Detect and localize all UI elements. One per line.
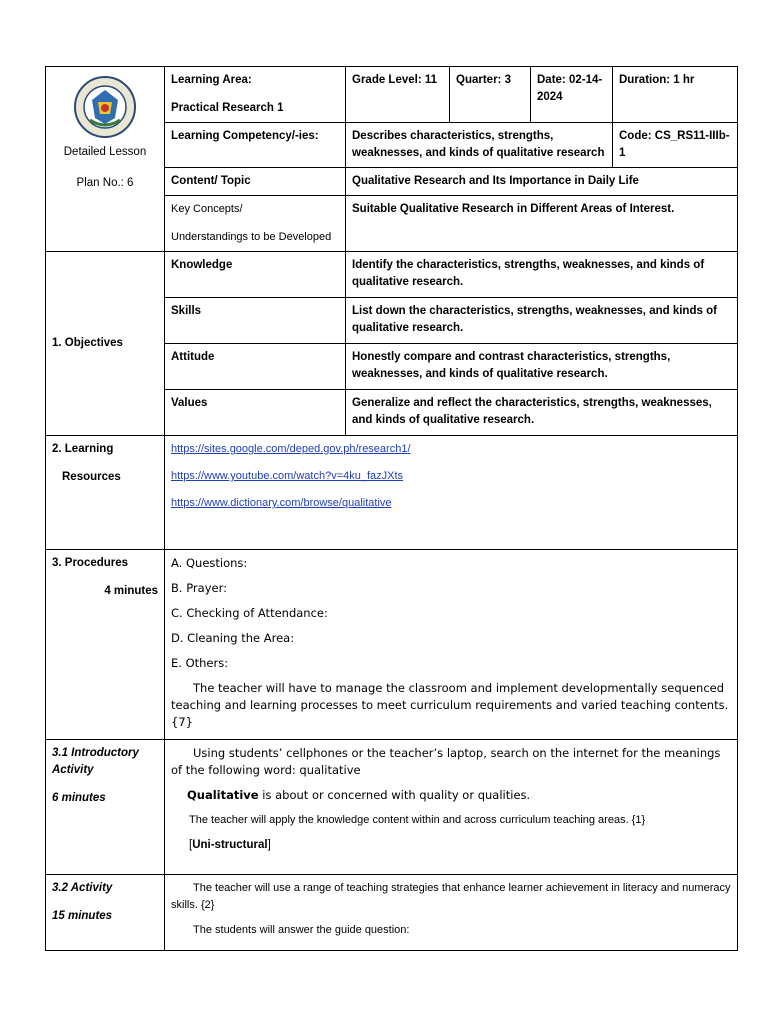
procedure-item: E. Others: [171, 656, 229, 670]
activity-content [165, 875, 738, 951]
key-concepts-value: Suitable Qualitative Research in Different Areas of Interest. [346, 196, 738, 252]
procedure-item: C. Checking of Attendance: [171, 606, 328, 620]
school-seal-icon [74, 76, 136, 138]
intro-apply: The teacher will apply the knowledge content within and across curriculum teaching areas. {1} [189, 814, 646, 826]
objective-attitude-label: Attitude [165, 344, 346, 390]
intro-time: 6 minutes [52, 792, 106, 804]
objective-skills-value: List down the characteristics, strengths, weaknesses, and kinds of qualitative research. [346, 298, 738, 344]
procedures-content [165, 550, 738, 740]
key-concepts-label [165, 196, 346, 252]
procedure-item: D. Cleaning the Area: [171, 631, 295, 645]
intro-label-cell [46, 740, 165, 875]
plan-title: Detailed Lesson [63, 146, 147, 158]
resource-link-deped[interactable]: https://sites.google.com/deped.gov.ph/research1/ [171, 443, 411, 455]
activity-label-cell [46, 875, 165, 951]
intro-tag-text: Uni-structural [192, 839, 268, 851]
objectives-label: 1. Objectives [46, 252, 165, 436]
procedures-note: The teacher will have to manage the classroom and implement developmentally sequenced teaching and learning processes to meet curriculum requirements and varied teaching contents. {7} [171, 681, 729, 729]
intro-definition-text: is about or concerned with quality or qualities. [258, 788, 531, 802]
intro-label-2: Activity [52, 764, 94, 776]
intro-content [165, 740, 738, 875]
intro-tag-close: ] [267, 839, 271, 851]
activity-label: 3.2 Activity [52, 882, 113, 894]
key-concepts-label-1: Key Concepts/ [171, 203, 243, 215]
procedure-item: B. Prayer: [171, 581, 227, 595]
competency-label: Learning Competency/-ies: [165, 123, 346, 168]
plan-number: Plan No.: 6 [76, 177, 134, 189]
procedures-time: 4 minutes [104, 585, 158, 597]
objective-values-value: Generalize and reflect the characteristics, strengths, weaknesses, and kinds of qualitative research. [346, 390, 738, 436]
content-topic-label: Content/ Topic [165, 168, 346, 196]
date: Date: 02-14-2024 [531, 67, 613, 123]
resources-label [46, 436, 165, 550]
logo-cell [46, 67, 165, 252]
intro-tag [171, 837, 731, 854]
activity-text: The teacher will use a range of teaching strategies that enhance learner achievement in literacy and numeracy skills. {2} [171, 882, 731, 911]
duration: Duration: 1 hr [613, 67, 738, 123]
intro-label-1: 3.1 Introductory [52, 747, 139, 759]
objective-knowledge-label: Knowledge [165, 252, 346, 298]
resources-label-1: 2. Learning [52, 443, 114, 455]
activity-guide: The students will answer the guide question: [193, 924, 410, 936]
procedures-label: 3. Procedures [52, 557, 129, 569]
procedure-item: A. Questions: [171, 556, 248, 570]
learning-area-cell [165, 67, 346, 123]
resources-label-2: Resources [62, 471, 121, 483]
intro-text: Using students’ cellphones or the teacher’s laptop, search on the internet for the meanings of the following word: qualitative [171, 746, 721, 777]
key-concepts-label-2: Understandings to be Developed [171, 231, 332, 243]
learning-area-value: Practical Research 1 [171, 102, 284, 114]
resource-link-youtube[interactable]: https://www.youtube.com/watch?v=4ku_fazJXts [171, 470, 404, 482]
lesson-plan-table [45, 66, 738, 951]
learning-area-label: Learning Area: [171, 74, 252, 86]
intro-term: Qualitative [187, 788, 259, 802]
grade-level: Grade Level: 11 [346, 67, 450, 123]
activity-time: 15 minutes [52, 910, 113, 922]
intro-definition [171, 787, 731, 804]
objective-values-label: Values [165, 390, 346, 436]
objective-attitude-value: Honestly compare and contrast characteristics, strengths, weaknesses, and kinds of qualitative research. [346, 344, 738, 390]
competency-code: Code: CS_RS11-IIIb-1 [613, 123, 738, 168]
content-topic-value: Qualitative Research and Its Importance in Daily Life [346, 168, 738, 196]
resources-links [165, 436, 738, 550]
competency-value: Describes characteristics, strengths, weaknesses, and kinds of qualitative research [346, 123, 613, 168]
quarter: Quarter: 3 [450, 67, 531, 123]
resource-link-dictionary[interactable]: https://www.dictionary.com/browse/qualitative [171, 497, 392, 509]
objective-skills-label: Skills [165, 298, 346, 344]
procedures-label-cell [46, 550, 165, 740]
objective-knowledge-value: Identify the characteristics, strengths, weaknesses, and kinds of qualitative research. [346, 252, 738, 298]
intro-tag-open: [ [189, 839, 193, 851]
